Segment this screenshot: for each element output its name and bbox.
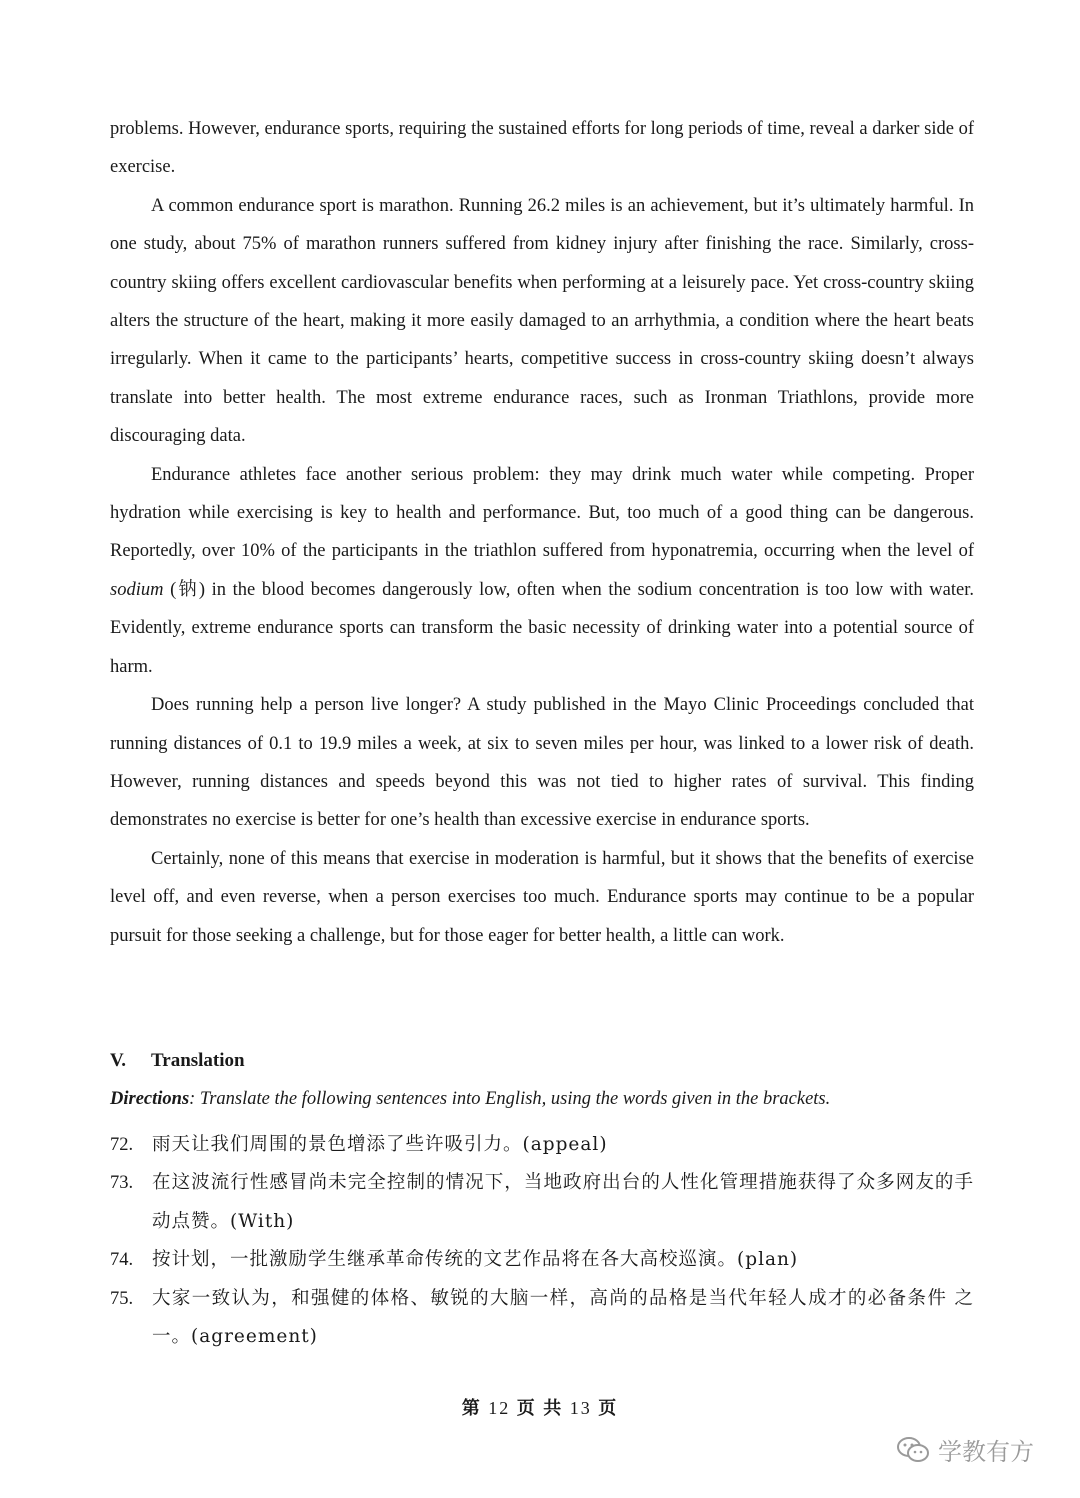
- translation-item: [110, 1164, 974, 1241]
- item-text: 在这波流行性感冒尚未完全控制的情况下，当地政府出台的人性化管理措施获得了众多网友的手动点赞。(With): [152, 1172, 974, 1232]
- footer-middle: 页 共: [516, 1398, 564, 1418]
- footer-total-pages: 13: [569, 1398, 592, 1418]
- translation-item: [110, 1280, 974, 1357]
- section-number: V.: [110, 1050, 127, 1071]
- footer-suffix: 页: [598, 1398, 619, 1418]
- directions: [110, 1089, 974, 1110]
- item-number: 73.: [110, 1173, 134, 1194]
- paragraph-4: Does running help a person live longer? A study published in the Mayo Clinic Proceedings concluded that running distances of 0.1 to 19.9 miles a week, at six to seven miles per hour, was linked to a lower risk of death. However, running distances and speeds beyond this was not tied to higher rates of survival. This finding demonstrates no exercise is better for one’s health than excessive exercise in endurance sports.: [110, 695, 974, 831]
- paragraph-3-part-2: (钠) in the blood becomes dangerously low, often when the sodium concentration is too low with water. Evidently, extreme endurance sports can transform the basic necessity of drinking water into a potential source of harm.: [110, 579, 974, 677]
- watermark: [896, 1432, 1034, 1467]
- item-number: 75.: [110, 1288, 134, 1309]
- section-title: Translation: [151, 1050, 245, 1071]
- footer-current-page: 12: [488, 1398, 511, 1418]
- translation-item: [110, 1126, 974, 1164]
- paragraph-3: [110, 456, 974, 686]
- footer-prefix: 第: [461, 1398, 482, 1418]
- wechat-icon: [896, 1436, 930, 1464]
- directions-label: Directions: [110, 1089, 190, 1109]
- paragraph-2: A common endurance sport is marathon. Running 26.2 miles is an achievement, but it’s ultimately harmful. In one study, about 75% of marathon runners suffered from kidney injury after finishing the race. Similarly, cross-country skiing offers excellent cardiovascular benefits when performing at a leisurely pace. Yet cross-country skiing alters the structure of the heart, making it more easily damaged to an arrhythmia, a condition where the heart beats irregularly. When it came to the participants’ hearts, competitive success in cross-country skiing doesn’t always translate into better health. The most extreme endurance races, such as Ironman Triathlons, provide more discouraging data.: [110, 195, 974, 447]
- item-text: 雨天让我们周围的景色增添了些许吸引力。(appeal): [152, 1134, 608, 1155]
- translation-item: [110, 1241, 974, 1279]
- translation-items: [110, 1126, 974, 1356]
- article-body: [110, 110, 974, 955]
- item-number: 74.: [110, 1250, 134, 1271]
- item-text: 按计划，一批激励学生继承革命传统的文艺作品将在各大高校巡演。(plan): [152, 1249, 799, 1271]
- paragraph-3-part-1: Endurance athletes face another serious problem: they may drink much water while competing. Proper hydration while exercising is key to health and performance. But, too much of a good thing can be dangerous. Reportedly, over 10% of the participants in the triathlon suffered from hyponatremia, occurring when the level of: [110, 464, 974, 562]
- paragraph-3-italic-term: sodium: [110, 579, 164, 600]
- directions-text: : Translate the following sentences into English, using the words given in the brackets.: [189, 1089, 831, 1109]
- item-number: 72.: [110, 1135, 134, 1155]
- section-heading: [110, 1050, 245, 1072]
- item-text: 大家一致认为，和强健的体格、敏锐的大脑一样，高尚的品格是当代年轻人成才的必备条件 之一。(agreement): [152, 1287, 974, 1348]
- paragraph-1: problems. However, endurance sports, requiring the sustained efforts for long periods of time, reveal a darker side of exercise.: [110, 119, 974, 178]
- page-footer: [0, 1394, 1080, 1420]
- paragraph-5: Certainly, none of this means that exercise in moderation is harmful, but it shows that the benefits of exercise level off, and even reverse, when a person exercises too much. Endurance sports may continue to be a popular pursuit for those seeking a challenge, but for those eager for better health, a little can work.: [110, 848, 974, 946]
- watermark-text: 学教有方: [938, 1438, 1034, 1466]
